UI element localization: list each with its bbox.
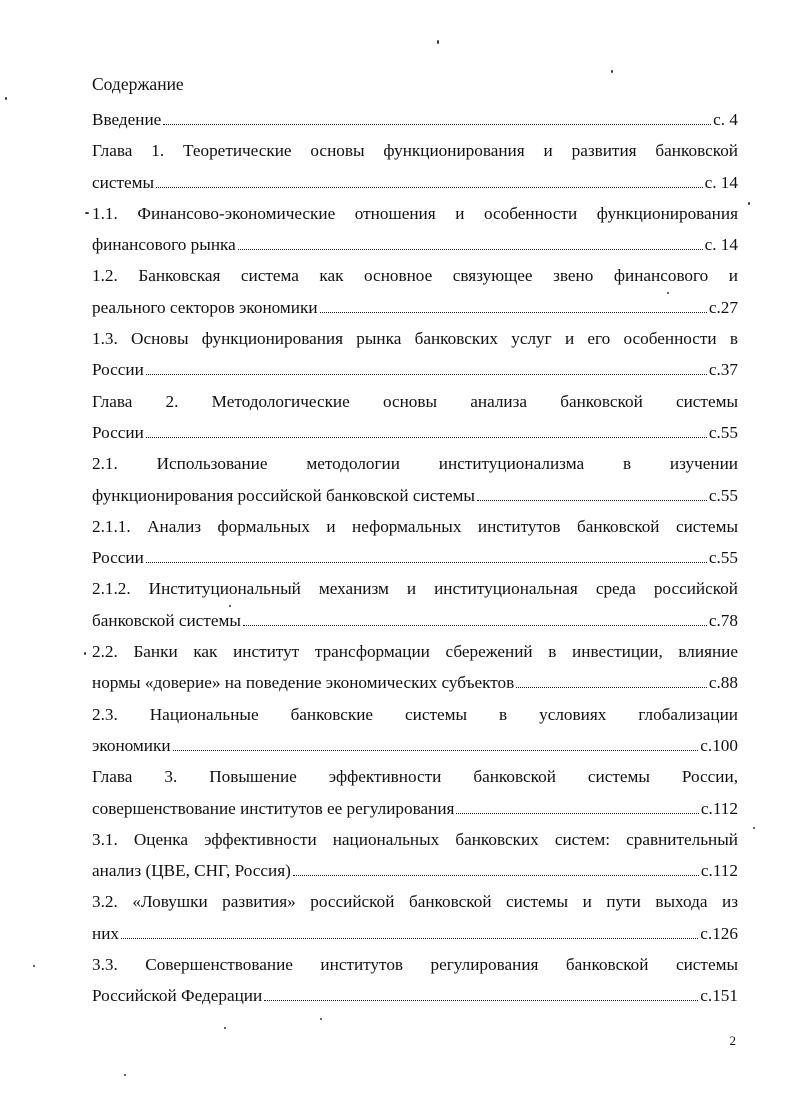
toc-page-ref: с.112	[700, 861, 738, 881]
toc-entry-section-1-1: 1.1. Финансово-экономические отношения и особенности функционирования	[92, 203, 738, 223]
toc-entry-text: Введение	[92, 110, 162, 129]
toc-entry-text: Российской Федерации	[92, 986, 263, 1006]
dot-leader	[156, 187, 703, 188]
toc-entry-chapter-1: Глава 1. Теоретические основы функционирования и развития банковской	[92, 141, 738, 161]
dot-leader	[146, 374, 707, 375]
scan-speck	[5, 97, 7, 100]
dot-leader	[238, 249, 703, 250]
toc-page-ref: с.112	[700, 798, 738, 818]
toc-page-ref: с. 14	[704, 172, 738, 192]
toc-entry-section-3-2: 3.2. «Ловушки развития» российской банковской системы и пути выхода из	[92, 892, 738, 912]
scan-speck	[85, 212, 89, 214]
scan-speck	[124, 1074, 126, 1076]
toc-entry-continuation	[92, 417, 738, 448]
toc-entry-text: России	[92, 548, 144, 568]
toc-entry-continuation	[92, 167, 738, 198]
toc-entry-section-2-1: 2.1. Использование методологии институционализма в изучении	[92, 454, 738, 474]
toc-entry-continuation	[92, 292, 738, 323]
toc-entry-section-1-2: 1.2. Банковская система как основное связующее звено финансового и	[92, 266, 738, 286]
scan-speck	[33, 965, 35, 967]
dot-leader	[456, 813, 698, 814]
dot-leader	[163, 124, 711, 125]
scan-speck	[753, 827, 755, 829]
toc-entry-section-1-3: 1.3. Основы функционирования рынка банковских услуг и его особенности в	[92, 329, 738, 349]
toc-page-ref: с.37	[708, 360, 738, 380]
toc-entry-text: реального секторов экономики	[92, 297, 318, 317]
scan-speck	[229, 605, 231, 607]
toc-entry-section-2-3: 2.3. Национальные банковские системы в условиях глобализации	[92, 704, 738, 724]
scan-speck	[437, 40, 439, 44]
toc-entry-continuation	[92, 354, 738, 385]
scan-speck	[84, 652, 86, 655]
toc-page-ref: с.126	[700, 923, 738, 943]
page-number: 2	[729, 1033, 736, 1048]
toc-entry-continuation	[92, 855, 738, 886]
toc-entry-text: системы	[92, 172, 155, 192]
toc-entry-introduction	[92, 104, 738, 135]
toc-entry-continuation	[92, 730, 738, 761]
toc-title: Содержание	[92, 74, 184, 94]
toc-entry-text: России	[92, 422, 144, 442]
toc-entry-continuation	[92, 918, 738, 949]
toc-entry-continuation	[92, 229, 738, 260]
scan-speck	[320, 1018, 322, 1020]
dot-leader	[146, 437, 707, 438]
toc-page-ref: с.100	[700, 735, 738, 755]
dot-leader	[516, 687, 707, 688]
toc-entry-text: финансового рынка	[92, 235, 236, 255]
toc-entry-text: России	[92, 360, 144, 380]
dot-leader	[146, 562, 707, 563]
toc-entry-text: экономики	[92, 735, 171, 755]
table-of-contents	[92, 104, 738, 1012]
scan-speck	[611, 70, 613, 73]
dot-leader	[121, 938, 698, 939]
toc-page-ref: с.151	[700, 986, 738, 1006]
toc-entry-continuation	[92, 480, 738, 511]
toc-entry-text: совершенствование институтов ее регулирования	[92, 798, 455, 818]
toc-entry-continuation	[92, 793, 738, 824]
scan-speck	[224, 1027, 226, 1029]
toc-page-ref: с.27	[708, 297, 738, 317]
toc-entry-text: банковской системы	[92, 610, 241, 630]
toc-entry-chapter-3: Глава 3. Повышение эффективности банковской системы России,	[92, 767, 738, 787]
toc-entry-section-3-3: 3.3. Совершенствование институтов регулирования банковской системы	[92, 955, 738, 975]
dot-leader	[173, 750, 699, 751]
toc-entry-text: анализ (ЦВЕ, СНГ, Россия)	[92, 861, 291, 881]
toc-entry-section-2-2: 2.2. Банки как институт трансформации сбережений в инвестиции, влияние	[92, 642, 738, 662]
toc-page-ref: с.55	[708, 485, 738, 505]
dot-leader	[243, 625, 707, 626]
toc-page-ref: с.55	[708, 548, 738, 568]
scan-speck	[748, 202, 750, 205]
toc-entry-text: нормы «доверие» на поведение экономических субъектов	[92, 673, 515, 693]
toc-entry-continuation	[92, 667, 738, 698]
toc-entry-section-3-1: 3.1. Оценка эффективности национальных банковских систем: сравнительный	[92, 829, 738, 849]
dot-leader	[320, 312, 707, 313]
scan-speck	[667, 292, 669, 294]
toc-page-ref: с. 4	[713, 110, 738, 129]
toc-entry-section-2-1-2: 2.1.2. Институциональный механизм и институциональная среда российской	[92, 579, 738, 599]
toc-page-ref: с.78	[708, 610, 738, 630]
dot-leader	[477, 500, 707, 501]
toc-entry-text: них	[92, 923, 119, 943]
dot-leader	[264, 1000, 698, 1001]
toc-entry-continuation	[92, 542, 738, 573]
toc-page-ref: с.55	[708, 422, 738, 442]
toc-page-ref: с.88	[708, 673, 738, 693]
toc-entry-chapter-2: Глава 2. Методологические основы анализа банковской системы	[92, 391, 738, 411]
toc-entry-text: функционирования российской банковской системы	[92, 485, 475, 505]
toc-entry-section-2-1-1: 2.1.1. Анализ формальных и неформальных институтов банковской системы	[92, 516, 738, 536]
toc-entry-continuation	[92, 605, 738, 636]
dot-leader	[293, 875, 699, 876]
toc-entry-continuation	[92, 980, 738, 1011]
toc-page-ref: с. 14	[704, 235, 738, 255]
